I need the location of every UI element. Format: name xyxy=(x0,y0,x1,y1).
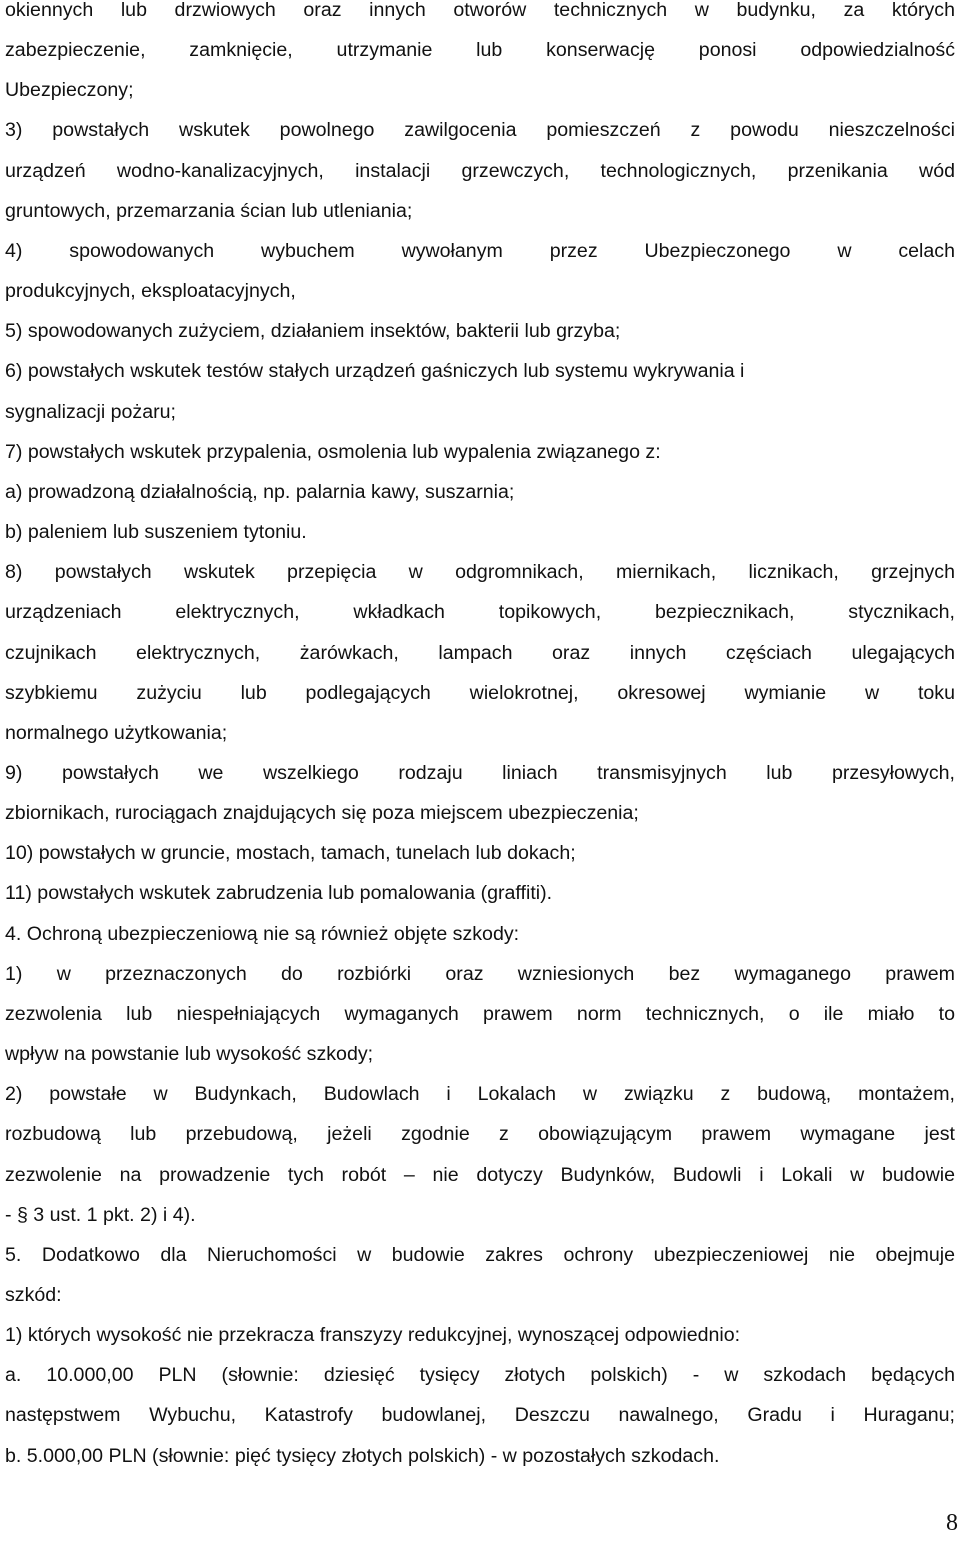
text-line: urządzeniach elektrycznych, wkładkach topikowych, bezpiecznikach, stycznikach, xyxy=(5,601,955,624)
text-line: 9) powstałych we wszelkiego rodzaju liniach transmisyjnych lub przesyłowych, xyxy=(5,761,955,784)
text-line: 6) powstałych wskutek testów stałych urządzeń gaśniczych lub systemu wykrywania i xyxy=(5,360,745,383)
text-line: 11) powstałych wskutek zabrudzenia lub pomalowania (graffiti). xyxy=(5,882,553,905)
text-line: b) paleniem lub suszeniem tytoniu. xyxy=(5,521,307,544)
text-line: 5) spowodowanych zużyciem, działaniem insektów, bakterii lub grzyba; xyxy=(5,320,621,343)
document-body xyxy=(5,0,955,1476)
text-line: a. 10.000,00 PLN (słownie: dziesięć tysięcy złotych polskich) - w szkodach będących xyxy=(5,1364,955,1387)
text-line: zbiornikach, rurociągach znajdujących się poza miejscem ubezpieczenia; xyxy=(5,802,639,825)
text-line: produkcyjnych, eksploatacyjnych, xyxy=(5,280,296,303)
text-line: czujnikach elektrycznych, żarówkach, lampach oraz innych częściach ulegających xyxy=(5,641,955,664)
text-line: 1) w przeznaczonych do rozbiórki oraz wzniesionych bez wymaganego prawem xyxy=(5,962,955,985)
text-line: a) prowadzoną działalnością, np. palarnia kawy, suszarnia; xyxy=(5,480,515,503)
text-line: b. 5.000,00 PLN (słownie: pięć tysięcy złotych polskich) - w pozostałych szkodach. xyxy=(5,1444,720,1467)
text-line: 2) powstałe w Budynkach, Budowlach i Lokalach w związku z budową, montażem, xyxy=(5,1083,955,1106)
text-line: 3) powstałych wskutek powolnego zawilgocenia pomieszczeń z powodu nieszczelności xyxy=(5,119,955,142)
text-line: zabezpieczenie, zamknięcie, utrzymanie lub konserwację ponosi odpowiedzialność xyxy=(5,39,955,62)
text-line: 10) powstałych w gruncie, mostach, tamach, tunelach lub dokach; xyxy=(5,842,576,865)
page-number: 8 xyxy=(946,1510,958,1536)
text-line: sygnalizacji pożaru; xyxy=(5,400,176,423)
text-line: zezwolenie na prowadzenie tych robót – nie dotyczy Budynków, Budowli i Lokali w budowie xyxy=(5,1163,955,1186)
text-line: szkód: xyxy=(5,1284,62,1306)
text-line: normalnego użytkowania; xyxy=(5,721,228,744)
text-line: 4) spowodowanych wybuchem wywołanym przez Ubezpieczonego w celach xyxy=(5,239,955,262)
text-line: okiennych lub drzwiowych oraz innych otworów technicznych w budynku, za których xyxy=(5,0,955,21)
text-line: Ubezpieczony; xyxy=(5,79,134,102)
text-line: zezwolenia lub niespełniających wymaganych prawem norm technicznych, o ile miało to xyxy=(5,1002,955,1025)
text-line: wpływ na powstanie lub wysokość szkody; xyxy=(5,1043,374,1066)
text-line: gruntowych, przemarzania ścian lub utleniania; xyxy=(5,199,413,222)
text-line: urządzeń wodno-kanalizacyjnych, instalacji grzewczych, technologicznych, przenikania wód xyxy=(5,159,955,182)
text-line: 7) powstałych wskutek przypalenia, osmolenia lub wypalenia związanego z: xyxy=(5,440,661,463)
text-line: - § 3 ust. 1 pkt. 2) i 4). xyxy=(5,1203,196,1226)
text-line: 5. Dodatkowo dla Nieruchomości w budowie zakres ochrony ubezpieczeniowej nie obejmuje xyxy=(5,1243,955,1266)
text-line: rozbudową lub przebudową, jeżeli zgodnie z obowiązującym prawem wymagane jest xyxy=(5,1123,955,1146)
text-line: szybkiemu zużyciu lub podlegających wielokrotnej, okresowej wymianie w toku xyxy=(5,681,955,704)
text-line: 1) których wysokość nie przekracza franszyzy redukcyjnej, wynoszącej odpowiednio: xyxy=(5,1324,741,1347)
text-line: następstwem Wybuchu, Katastrofy budowlanej, Deszczu nawalnego, Gradu i Huraganu; xyxy=(5,1404,955,1427)
text-line: 4. Ochroną ubezpieczeniową nie są również objęte szkody: xyxy=(5,922,520,945)
text-line: 8) powstałych wskutek przepięcia w odgromnikach, miernikach, licznikach, grzejnych xyxy=(5,561,955,584)
